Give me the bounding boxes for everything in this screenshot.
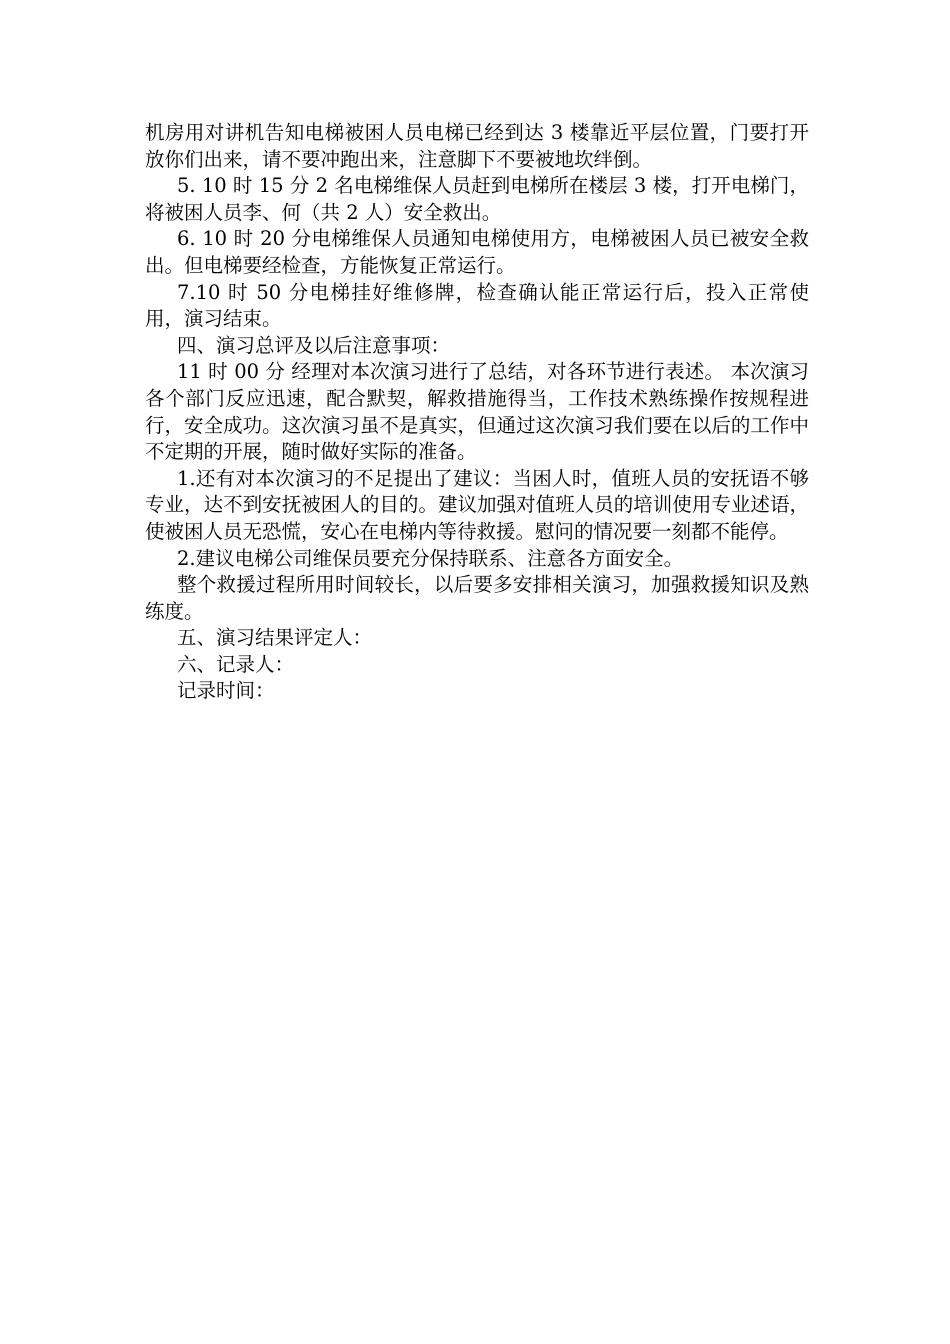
paragraph-summary: 11 时 00 分 经理对本次演习进行了总结，对各环节进行表述。 本次演习各个部门反应迅速，配合默契，解救措施得当，工作技术熟练操作按规程进行，安全成功。这次演习虽不是真实，但通过这次演习我们要在以后的工作中不定期的开展，随时做好实际的准备。	[145, 360, 809, 464]
paragraph-suggestion-2: 2.建议电梯公司维保员要充分保持联系、注意各方面安全。	[177, 546, 684, 570]
paragraph-step-5: 5. 10 时 15 分 2 名电梯维保人员赶到电梯所在楼层 3 楼，打开电梯门，将被困人员李、何（共 2 人）安全救出。	[145, 174, 809, 224]
record-time-label: 记录时间：	[177, 679, 275, 703]
paragraph-continuation: 机房用对讲机告知电梯被困人员电梯已经到达 3 楼靠近平层位置，门要打开放你们出来，请不要冲跑出来，注意脚下不要被地坎绊倒。	[145, 121, 809, 171]
paragraph-suggestion-1: 1.还有对本次演习的不足提出了建议：当困人时，值班人员的安抚语不够专业，达不到安抚被困人的目的。建议加强对值班人员的培训使用专业述语，使被困人员无恐慌，安心在电梯内等待救援。慰问的情况要一刻都不能停。	[145, 466, 809, 543]
paragraph-step-7: 7.10 时 50 分电梯挂好维修牌，检查确认能正常运行后，投入正常使用，演习结束。	[145, 280, 809, 331]
paragraph-conclusion: 整个救援过程所用时间较长，以后要多安排相关演习，加强救援知识及熟练度。	[145, 573, 809, 623]
section-heading-recorder: 六、记录人：	[177, 652, 295, 676]
section-heading-evaluator: 五、演习结果评定人：	[177, 626, 373, 650]
paragraph-step-6: 6. 10 时 20 分电梯维保人员通知电梯使用方，电梯被困人员已被安全救出。但电梯要经检查，方能恢复正常运行。	[145, 227, 809, 277]
document-body	[145, 120, 809, 705]
section-heading-evaluation: 四、演习总评及以后注意事项：	[177, 333, 451, 357]
